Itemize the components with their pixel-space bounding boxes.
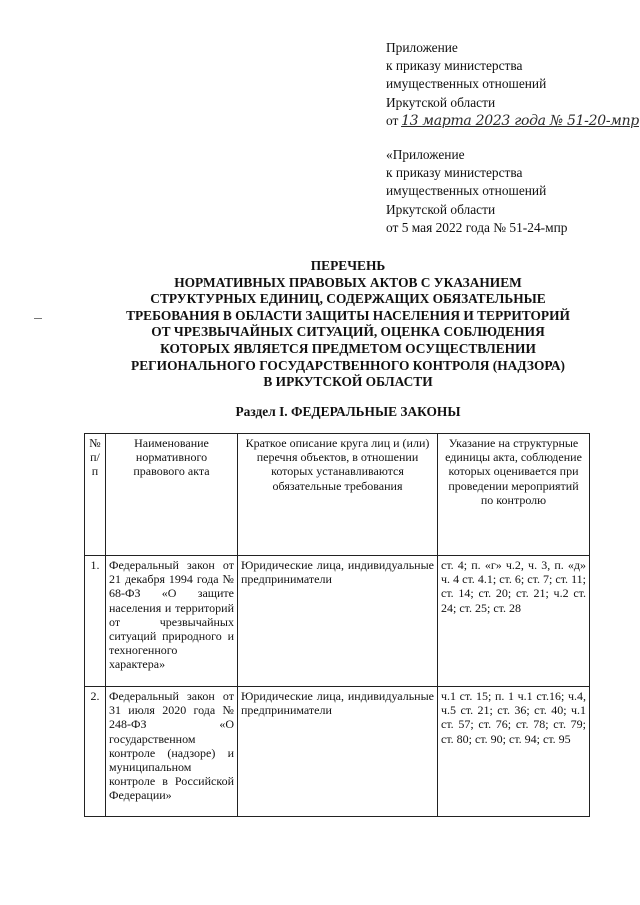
- header-number: № п/п: [85, 434, 106, 556]
- title-line: ТРЕБОВАНИЯ В ОБЛАСТИ ЗАЩИТЫ НАСЕЛЕНИЯ И ТЕРРИТОРИЙ: [126, 307, 570, 323]
- title-line: ОТ ЧРЕЗВЫЧАЙНЫХ СИТУАЦИЙ, ОЦЕНКА СОБЛЮДЕНИЯ: [151, 324, 545, 340]
- header-structural-units: Указание на структурные единицы акта, соблюдение которых оценивается при проведении мероприятий по контролю: [438, 434, 590, 556]
- appendix-line: имущественных отношений: [386, 183, 547, 199]
- acts-table: [84, 433, 590, 817]
- from-prefix: от: [386, 112, 399, 128]
- header-act-name: Наименование нормативного правового акта: [106, 434, 238, 556]
- appendix-date-line: [386, 112, 639, 130]
- act-name-cell: Федеральный закон от 31 июля 2020 года № 248-ФЗ «О государственном контроле (надзоре) и муниципальном контроле в Российской Федерации»: [106, 687, 238, 817]
- title-line: ПЕРЕЧЕНЬ: [310, 258, 386, 273]
- title-line: РЕГИОНАЛЬНОГО ГОСУДАРСТВЕННОГО КОНТРОЛЯ (НАДЗОРА): [131, 357, 565, 373]
- subjects-cell: Юридические лица, индивидуальные предприниматели: [238, 687, 438, 817]
- appendix-previous-block: [386, 146, 567, 237]
- appendix-line: к приказу министерства: [386, 58, 523, 74]
- handwritten-date-number: 13 марта 2023 года № 51-20-мпр: [401, 112, 639, 129]
- units-cell: ст. 4; п. «г» ч.2, ч. 3, п. «д» ч. 4 ст. 4.1; ст. 6; ст. 7; ст. 11; ст. 14; ст. 20; ст. 21; ч.2 ст. 24; ст. 25; ст. 28: [438, 556, 590, 687]
- table-row: [85, 687, 590, 817]
- row-number: 2.: [85, 687, 106, 817]
- appendix-line: к приказу министерства: [386, 165, 523, 181]
- table-header-row: [85, 434, 590, 556]
- header-subjects: Краткое описание круга лиц и (или) перечня объектов, в отношении которых устанавливаются обязательные требования: [238, 434, 438, 556]
- row-number: 1.: [85, 556, 106, 687]
- title-line: СТРУКТУРНЫХ ЕДИНИЦ, СОДЕРЖАЩИХ ОБЯЗАТЕЛЬНЫЕ: [150, 291, 546, 307]
- title-line: В ИРКУТСКОЙ ОБЛАСТИ: [263, 374, 433, 390]
- title-line: НОРМАТИВНЫХ ПРАВОВЫХ АКТОВ С УКАЗАНИЕМ: [174, 274, 522, 290]
- section-title: Раздел I. ФЕДЕРАЛЬНЫЕ ЗАКОНЫ: [235, 404, 461, 419]
- subjects-cell: Юридические лица, индивидуальные предприниматели: [238, 556, 438, 687]
- appendix-line: Приложение: [386, 40, 458, 55]
- appendix-line: Иркутской области: [386, 94, 496, 110]
- appendix-current-block: [386, 39, 639, 130]
- units-cell: ч.1 ст. 15; п. 1 ч.1 ст.16; ч.4, ч.5 ст. 21; ст. 36; ст. 40; ч.1 ст. 57; ст. 76; ст. 78; ст. 79; ст. 80; ст. 90; ст. 94; ст. 95: [438, 687, 590, 817]
- document-title: [80, 258, 616, 391]
- act-name-cell: Федеральный закон от 21 декабря 1994 года № 68-ФЗ «О защите населения и территорий от чрезвычайных ситуаций природного и техногенного характера»: [106, 556, 238, 687]
- title-line: КОТОРЫХ ЯВЛЯЕТСЯ ПРЕДМЕТОМ ОСУЩЕСТВЛЕНИИ: [160, 340, 536, 356]
- appendix-line: «Приложение: [386, 147, 465, 162]
- margin-mark: [34, 318, 42, 319]
- table-row: [85, 556, 590, 687]
- appendix-line: имущественных отношений: [386, 76, 547, 92]
- appendix-line: Иркутской области: [386, 201, 496, 217]
- appendix-line: от 5 мая 2022 года № 51-24-мпр: [386, 219, 568, 235]
